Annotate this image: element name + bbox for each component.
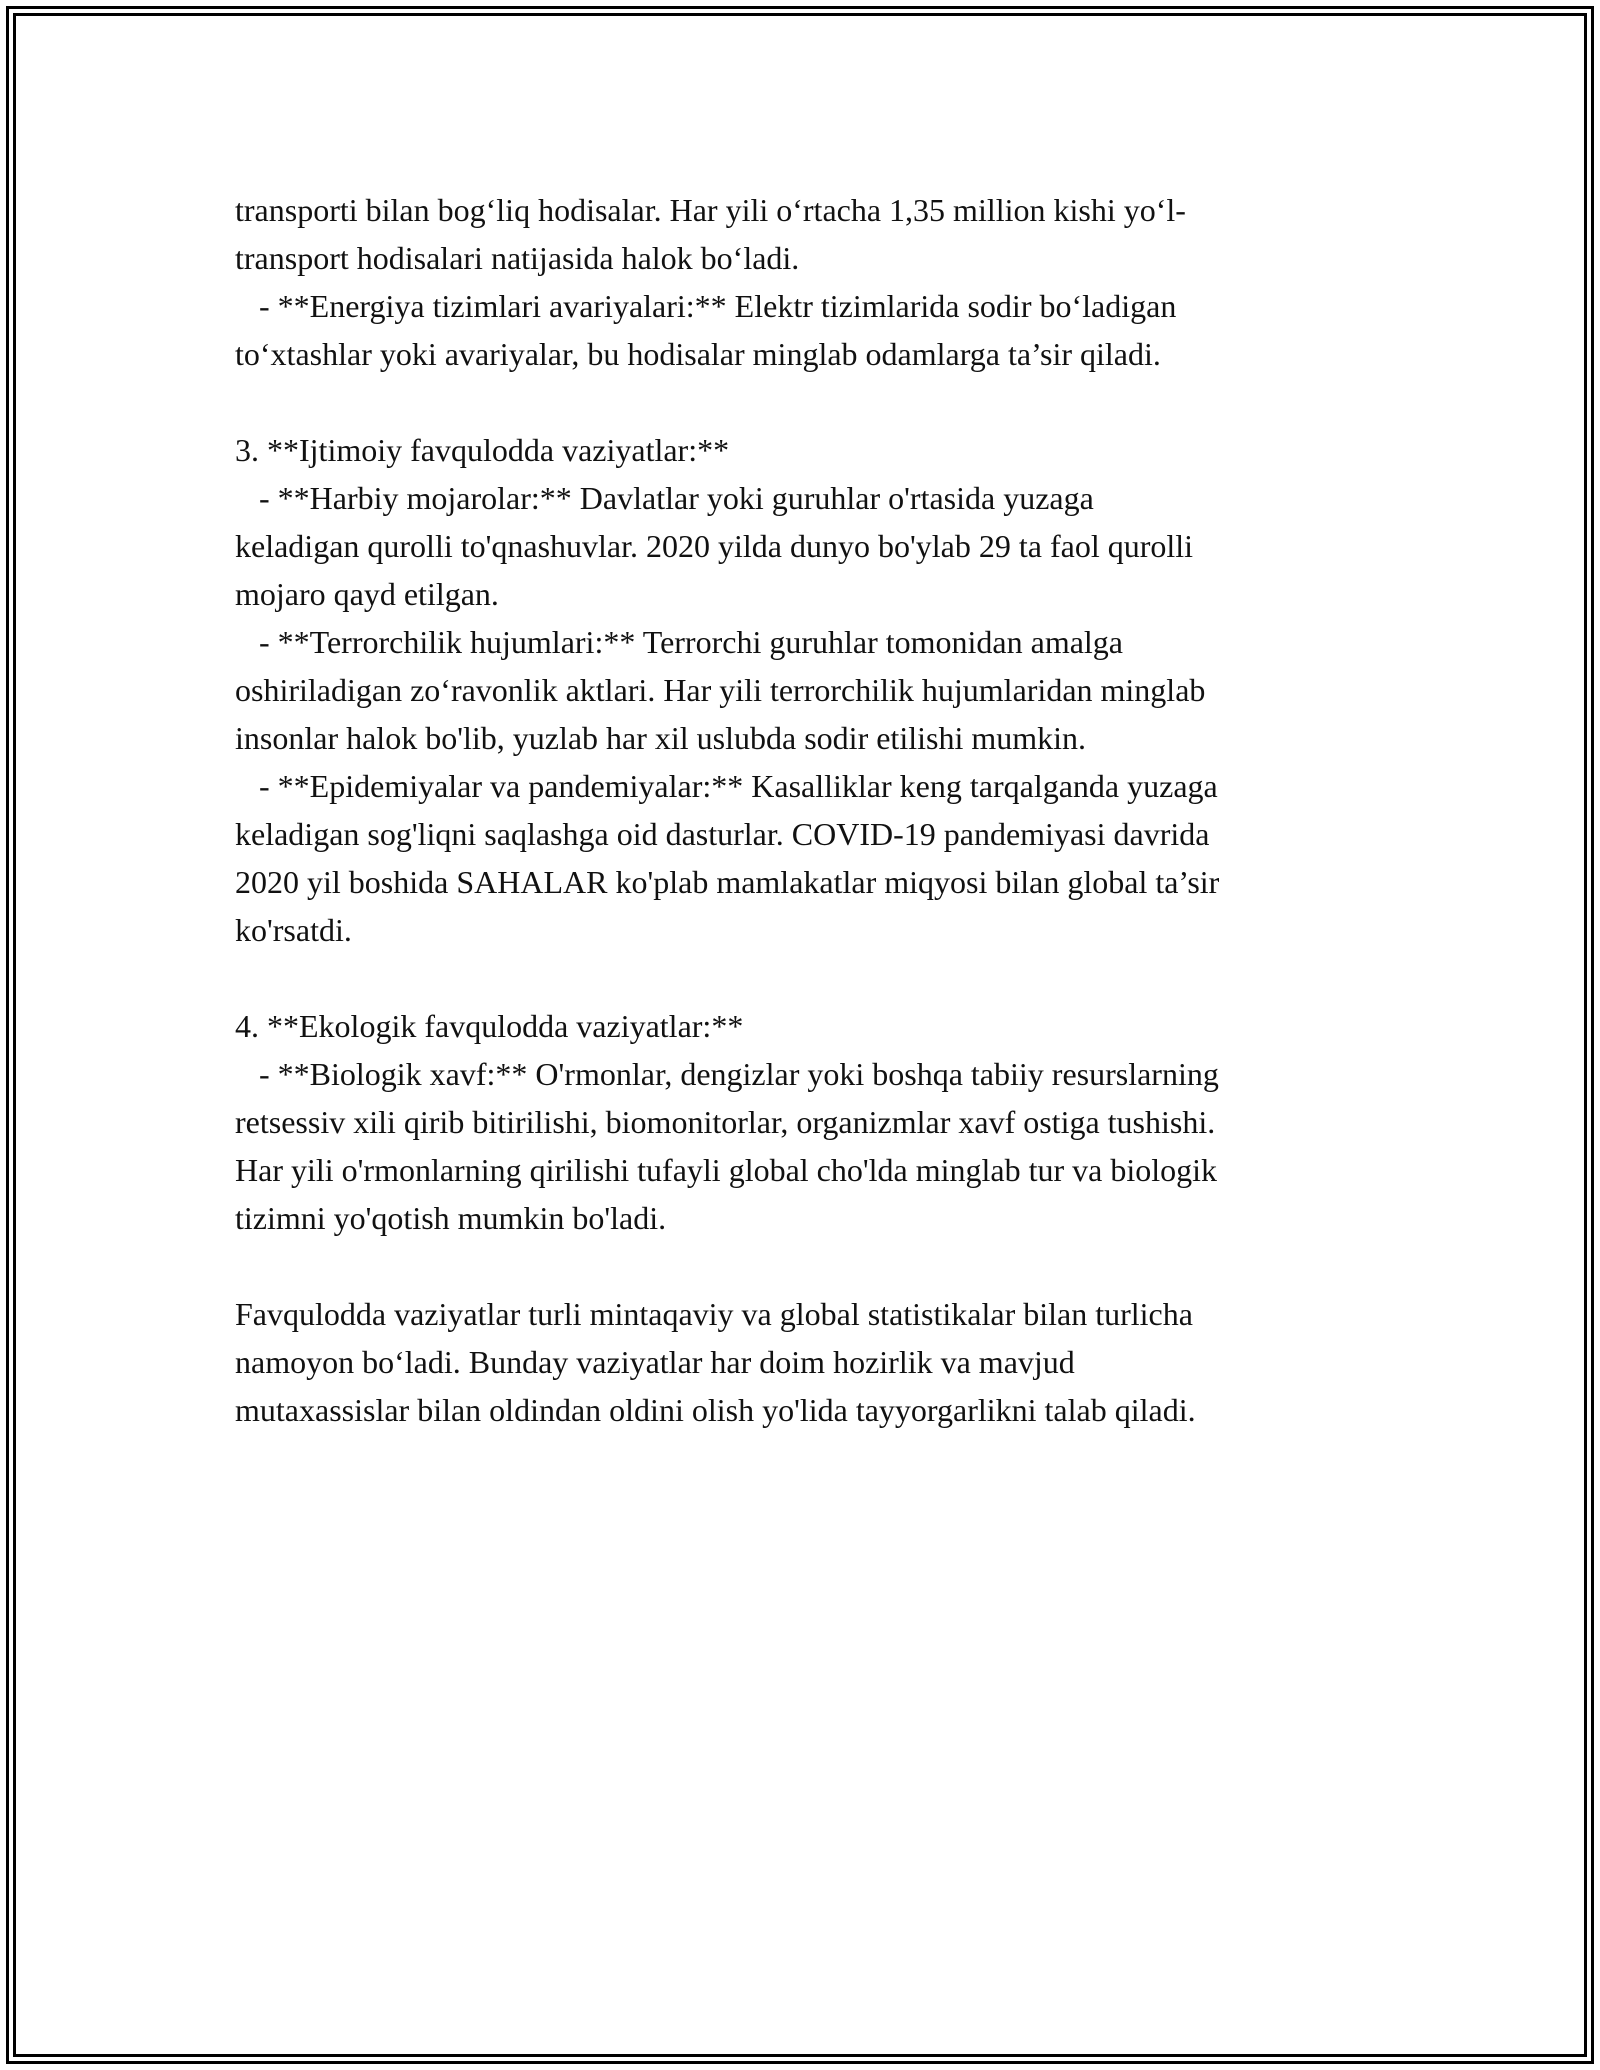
text-line: - **Epidemiyalar va pandemiyalar:** Kasalliklar keng tarqalganda yuzaga	[235, 768, 1218, 804]
text-line: - **Biologik xavf:** O'rmonlar, dengizlar yoki boshqa tabiiy resurslarning	[235, 1056, 1219, 1092]
blank-line	[235, 954, 1415, 1002]
text-line: retsessiv xili qirib bitirilishi, biomonitorlar, organizmlar xavf ostiga tushishi.	[235, 1104, 1216, 1140]
conclusion-line: Favqulodda vaziyatlar turli mintaqaviy va global statistikalar bilan turlicha	[235, 1296, 1193, 1332]
text-line: - **Energiya tizimlari avariyalari:** Elektr tizimlarida sodir bo‘ladigan	[235, 288, 1177, 324]
blank-line	[235, 1242, 1415, 1290]
text-line: oshiriladigan zo‘ravonlik aktlari. Har yili terrorchilik hujumlaridan minglab	[235, 672, 1206, 708]
text-line: transport hodisalari natijasida halok bo‘ladi.	[235, 240, 800, 276]
text-line: mojaro qayd etilgan.	[235, 576, 499, 612]
text-line: - **Harbiy mojarolar:** Davlatlar yoki guruhlar o'rtasida yuzaga	[235, 480, 1094, 516]
text-line: tizimni yo'qotish mumkin bo'ladi.	[235, 1200, 667, 1236]
text-line: keladigan sog'liqni saqlashga oid dasturlar. COVID-19 pandemiyasi davrida	[235, 816, 1210, 852]
text-line: transporti bilan bog‘liq hodisalar. Har yili o‘rtacha 1,35 million kishi yo‘l-	[235, 192, 1186, 228]
text-line: Har yili o'rmonlarning qirilishi tufayli global cho'lda minglab tur va biologik	[235, 1152, 1218, 1188]
blank-line	[235, 378, 1415, 426]
text-line: - **Terrorchilik hujumlari:** Terrorchi guruhlar tomonidan amalga	[235, 624, 1123, 660]
text-line: keladigan qurolli to'qnashuvlar. 2020 yilda dunyo bo'ylab 29 ta faol qurolli	[235, 528, 1194, 564]
text-line: to‘xtashlar yoki avariyalar, bu hodisalar minglab odamlarga ta’sir qiladi.	[235, 336, 1161, 372]
section-heading: 4. **Ekologik favqulodda vaziyatlar:**	[235, 1008, 744, 1044]
conclusion-line: mutaxassislar bilan oldindan oldini olish yo'lida tayyorgarlikni talab qiladi.	[235, 1392, 1196, 1428]
document-body	[235, 186, 1415, 1434]
conclusion-line: namoyon bo‘ladi. Bunday vaziyatlar har doim hozirlik va mavjud	[235, 1344, 1075, 1380]
text-line: insonlar halok bo'lib, yuzlab har xil uslubda sodir etilishi mumkin.	[235, 720, 1086, 756]
section-heading: 3. **Ijtimoiy favqulodda vaziyatlar:**	[235, 432, 730, 468]
text-line: 2020 yil boshida SAHALAR ko'plab mamlakatlar miqyosi bilan global ta’sir	[235, 864, 1220, 900]
text-line: ko'rsatdi.	[235, 912, 352, 948]
